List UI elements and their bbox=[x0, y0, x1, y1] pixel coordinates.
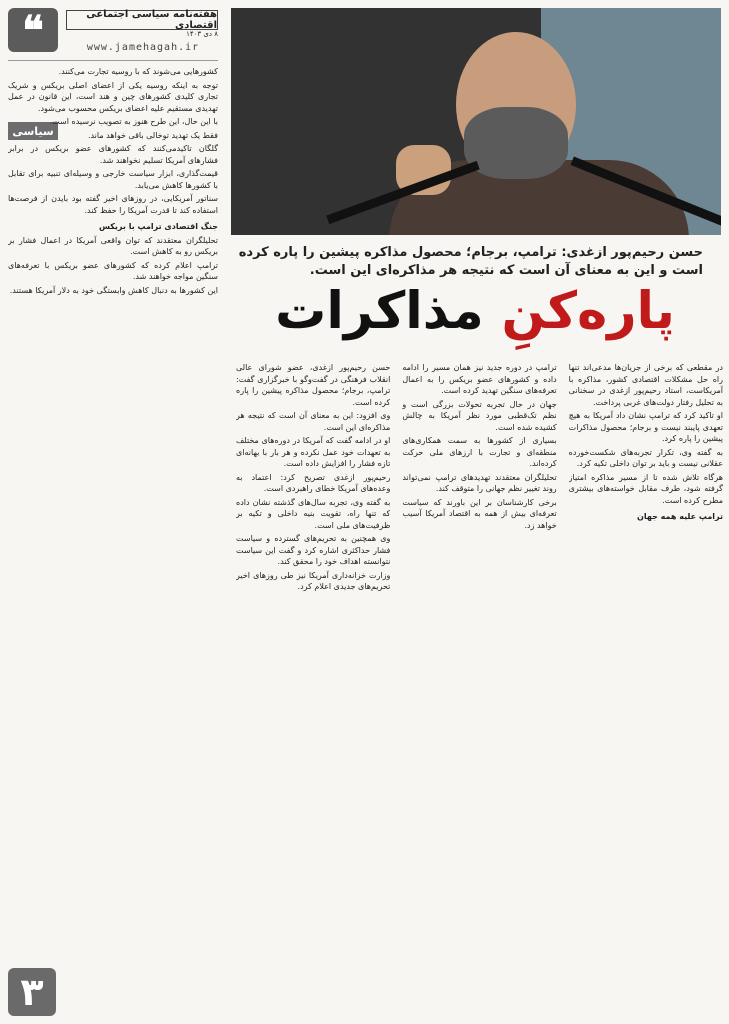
left-paragraph: سناتور آمریکایی، در روزهای اخیر گفته بود بایدن از فرصت‌ها استفاده کند تا قدرت آمریکا را حفظ کند. bbox=[8, 194, 218, 215]
left-column bbox=[8, 8, 218, 1016]
column-paragraph: به گفته وی، تکرار تجربه‌های شکست‌خورده عقلانی نیست و باید بر توان داخلی تکیه کرد. bbox=[568, 447, 723, 468]
article-column-1 bbox=[569, 362, 723, 1012]
column-paragraph: رحیم‌پور ازغدی تصریح کرد: اعتماد به وعده‌های آمریکا خطای راهبردی است. bbox=[236, 472, 391, 493]
left-paragraph: فقط یک تهدید توخالی باقی خواهد ماند. bbox=[87, 130, 218, 140]
section-label: سیاسی bbox=[8, 122, 58, 140]
masthead-site[interactable]: www.jamehagah.ir bbox=[86, 42, 200, 53]
left-paragraph: گلگان تاکیدمی‌کنند که کشورهای عضو بریکس در برابر فشارهای آمریکا تسلیم نخواهند شد. bbox=[8, 144, 218, 165]
left-paragraph: تحلیلگران معتقدند که توان واقعی آمریکا در اعمال فشار بر بریکس رو به کاهش است. bbox=[8, 235, 218, 256]
masthead-info: ۸ دی ۱۴۰۳ bbox=[186, 30, 218, 38]
column-paragraph: تحلیلگران معتقدند تهدیدهای ترامپ نمی‌تواند روند تغییر نظم جهانی را متوقف کند. bbox=[402, 472, 557, 493]
column-paragraph: به گفته وی، تجربه سال‌های گذشته نشان داده که تنها راه، تقویت بنیه داخلی و تکیه بر ظرفیت‌های ملی است. bbox=[236, 497, 391, 530]
column-subheading: ترامپ علیه همه جهان bbox=[637, 512, 723, 521]
column-paragraph: حسن رحیم‌پور ازغدی، عضو شورای عالی انقلاب فرهنگی در گفت‌وگو با خبرگزاری گفت: ترامپ، برجام؛ محصول مذاکره پیشین را پاره کرده است. bbox=[236, 363, 391, 407]
left-subheading: جنگ اقتصادی ترامپ با بریکس bbox=[98, 222, 218, 231]
quote-mark-icon: ❝ bbox=[8, 8, 58, 52]
column-paragraph: ترامپ در دوره جدید نیز همان مسیر را ادامه داده و کشورهای عضو بریکس را به اعمال تعرفه‌های سنگین تهدید کرده است. bbox=[402, 363, 557, 395]
column-paragraph: هرگاه تلاش شده تا از مسیر مذاکره امتیاز گرفته شود، طرف مقابل خواسته‌های بیشتری مطرح کرده است. bbox=[568, 472, 723, 505]
photo-caption: حسن رحیم‌پور ازغدی: ترامپ، برجام؛ محصول مذاکره پیشین را پاره کرده است و این به معنای آن است که نتیجه هر مذاکره‌ای این است. bbox=[238, 245, 703, 278]
column-paragraph: وی همچنین به تحریم‌های گسترده و سیاست فشار حداکثری اشاره کرد و گفت این سیاست نتوانسته اهداف خود را محقق کند. bbox=[236, 534, 391, 566]
left-paragraph: ترامپ اعلام کرده که کشورهای عضو بریکس با تعرفه‌های سنگین مواجه خواهند شد. bbox=[8, 260, 218, 281]
column-paragraph: در مقطعی که برخی از جریان‌ها مدعی‌اند تنها راه حل مشکلات اقتصادی کشور، مذاکره با آمریکاست، استاد رحیم‌پور ازغدی در سخنانی به تحلیل رفتار دولت‌های غربی پرداخت. bbox=[568, 363, 723, 407]
column-paragraph: او در ادامه گفت که آمریکا در دوره‌های مختلف به تعهدات خود عمل نکرده و هر بار با بهانه‌ای تازه فشار را افزایش داده است. bbox=[236, 436, 391, 468]
column-paragraph: برخی کارشناسان بر این باورند که سیاست تعرفه‌ای بیش از همه به اقتصاد آمریکا آسیب خواهد زد. bbox=[402, 497, 557, 530]
article-columns bbox=[236, 362, 723, 1012]
left-paragraph: این کشورها به دنبال کاهش وابستگی خود به دلار آمریکا هستند. bbox=[9, 285, 218, 295]
left-paragraph: با این حال، این طرح هنوز به تصویب نرسیده است. bbox=[49, 117, 218, 126]
masthead-title: هفته‌نامه سیاسی اجتماعی اقتصادی bbox=[66, 10, 218, 30]
left-paragraph: توجه به اینکه روسیه یکی از اعضای اصلی بریکس و شریک تجاری کلیدی کشورهای چین و هند است، این قانون در عمل تهدیدی مستقیم علیه اعضای بریکس محسوب می‌شود. bbox=[8, 80, 218, 113]
article-column-2 bbox=[402, 362, 556, 1012]
article-column-3 bbox=[236, 362, 390, 1012]
column-paragraph: بسیاری از کشورها به سمت همکاری‌های منطقه‌ای و تجارت با ارزهای ملی حرکت کرده‌اند. bbox=[402, 436, 557, 468]
speaker-photo bbox=[231, 8, 721, 235]
main-headline bbox=[245, 282, 705, 354]
left-paragraph: قیمت‌گذاری، ابزار سیاست خارجی و وسیله‌ای تنبیه برای تقابل با کشورها کاهش می‌یابد. bbox=[8, 169, 218, 190]
headline-black: مذاکرات bbox=[275, 282, 484, 341]
left-paragraph: کشورهایی می‌شوند که با روسیه تجارت می‌کنند. bbox=[58, 67, 218, 76]
headline-red: پاره‌کنِ bbox=[501, 282, 675, 341]
masthead bbox=[8, 8, 218, 61]
column-paragraph: وی افزود: این به معنای آن است که نتیجه هر مذاکره‌ای این است. bbox=[236, 411, 391, 432]
column-paragraph: او تاکید کرد که ترامپ نشان داد آمریکا به هیچ تعهدی پایبند نیست و برجام؛ محصول مذاکرات پیشین را پاره کرد. bbox=[568, 411, 723, 443]
column-paragraph: وزارت خزانه‌داری آمریکا نیز طی روزهای اخیر تحریم‌های جدیدی اعلام کرد. bbox=[236, 570, 391, 591]
page-number: ۳ bbox=[8, 968, 56, 1016]
left-article-text bbox=[8, 66, 218, 1016]
column-paragraph: جهان در حال تجربه تحولات بزرگی است و نظم تک‌قطبی مورد نظر آمریکا به چالش کشیده شده است. bbox=[402, 399, 557, 432]
